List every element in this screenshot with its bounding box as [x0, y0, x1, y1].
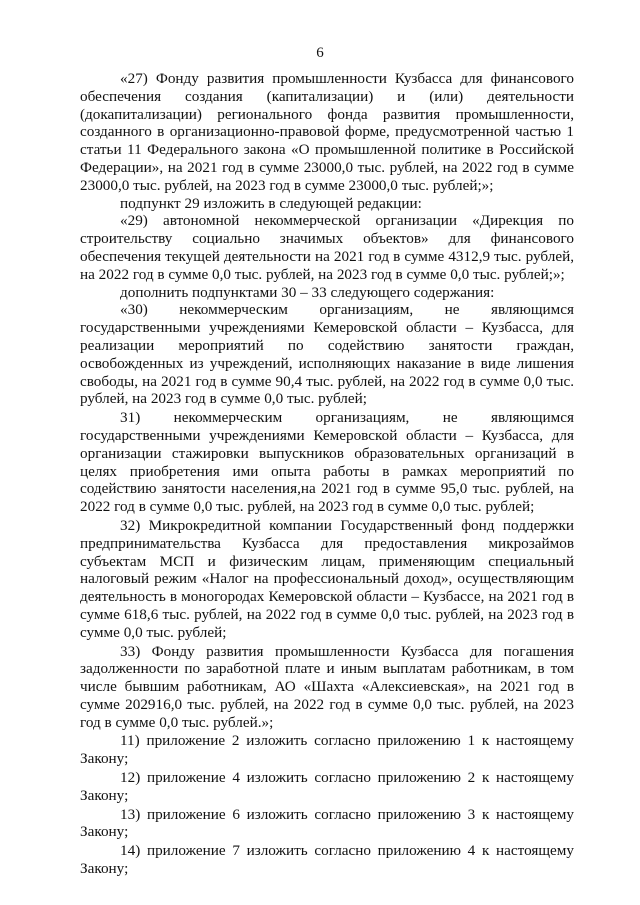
- paragraph-item-27: «27) Фонду развития промышленности Кузбасса для финансового обеспечения создания (капитализации) и (или) деятельности (докапитализации) регионального фонда развития промышленности, созданного в организационно-правовой форме, предусмотренной частью 1 статьи 11 Федерального закона «О промышленной политике в Российской Федерации», на 2021 год в сумме 23000,0 тыс. рублей, на 2022 год в сумме 23000,0 тыс. рублей, на 2023 год в сумме 23000,0 тыс. рублей;»;: [80, 70, 574, 194]
- paragraph-add-subclauses-instruction: дополнить подпунктами 30 – 33 следующего содержания:: [120, 283, 495, 301]
- document-body: [80, 70, 574, 878]
- paragraph-item-32: 32) Микрокредитной компании Государственный фонд поддержки предпринимательства Кузбасса для предоставления микрозаймов субъектам МСП и физическим лицам, применяющим специальный налоговый режим «Налог на профессиональный доход», осуществляющим деятельность в моногородах Кемеровской области – Кузбассе, на 2021 год в сумме 618,6 тыс. рублей, на 2022 год в сумме 0,0 тыс. рублей, на 2023 год в сумме 0,0 тыс. рублей;: [80, 516, 574, 641]
- paragraph-item-12: 12) приложение 4 изложить согласно приложению 2 к настоящему Закону;: [80, 769, 574, 804]
- paragraph-item-30: «30) некоммерческим организациям, не являющимся государственными учреждениями Кемеровской области – Кузбасса, для реализации мероприятий по содействию занятости граждан, освобожденных из учреждений, исполняющих наказание в виде лишения свободы, на 2021 год в сумме 90,4 тыс. рублей, на 2022 год в сумме 0,0 тыс. рублей, на 2023 год в сумме 0,0 тыс. рублей;: [80, 301, 574, 408]
- paragraph-item-14: 14) приложение 7 изложить согласно приложению 4 к настоящему Закону;: [80, 842, 574, 878]
- paragraph-item-11: 11) приложение 2 изложить согласно приложению 1 к настоящему Закону;: [80, 732, 574, 768]
- paragraph-item-13: 13) приложение 6 изложить согласно приложению 3 к настоящему Закону;: [80, 805, 574, 841]
- paragraph-subclause-29-instruction: подпункт 29 изложить в следующей редакции:: [120, 194, 422, 212]
- page-number: 6: [316, 45, 324, 61]
- paragraph-item-29: «29) автономной некоммерческой организации «Дирекция по строительству социально значимых объектов» для финансового обеспечения текущей деятельности на 2021 год в сумме 4312,9 тыс. рублей, на 2022 год в сумме 0,0 тыс. рублей, на 2023 год в сумме 0,0 тыс. рублей;»;: [80, 212, 574, 283]
- paragraph-item-33: 33) Фонду развития промышленности Кузбасса для погашения задолженности по заработной плате и иным выплатам работникам, в том числе бывшим работникам, АО «Шахта «Алексиевская», на 2021 год в сумме 202916,0 тыс. рублей, на 2022 год в сумме 0,0 тыс. рублей, на 2023 год в сумме 0,0 тыс. рублей.»;: [80, 642, 574, 731]
- paragraph-item-31: 31) некоммерческим организациям, не являющимся государственными учреждениями Кемеровской области – Кузбасса, для организации стажировки выпускников образовательных организаций в целях приобретения ими опыта работы в рамках мероприятий по содействию занятости населения,на 2021 год в сумме 95,0 тыс. рублей, на 2022 год в сумме 0,0 тыс. рублей, на 2023 год в сумме 0,0 тыс. рублей;: [80, 409, 574, 516]
